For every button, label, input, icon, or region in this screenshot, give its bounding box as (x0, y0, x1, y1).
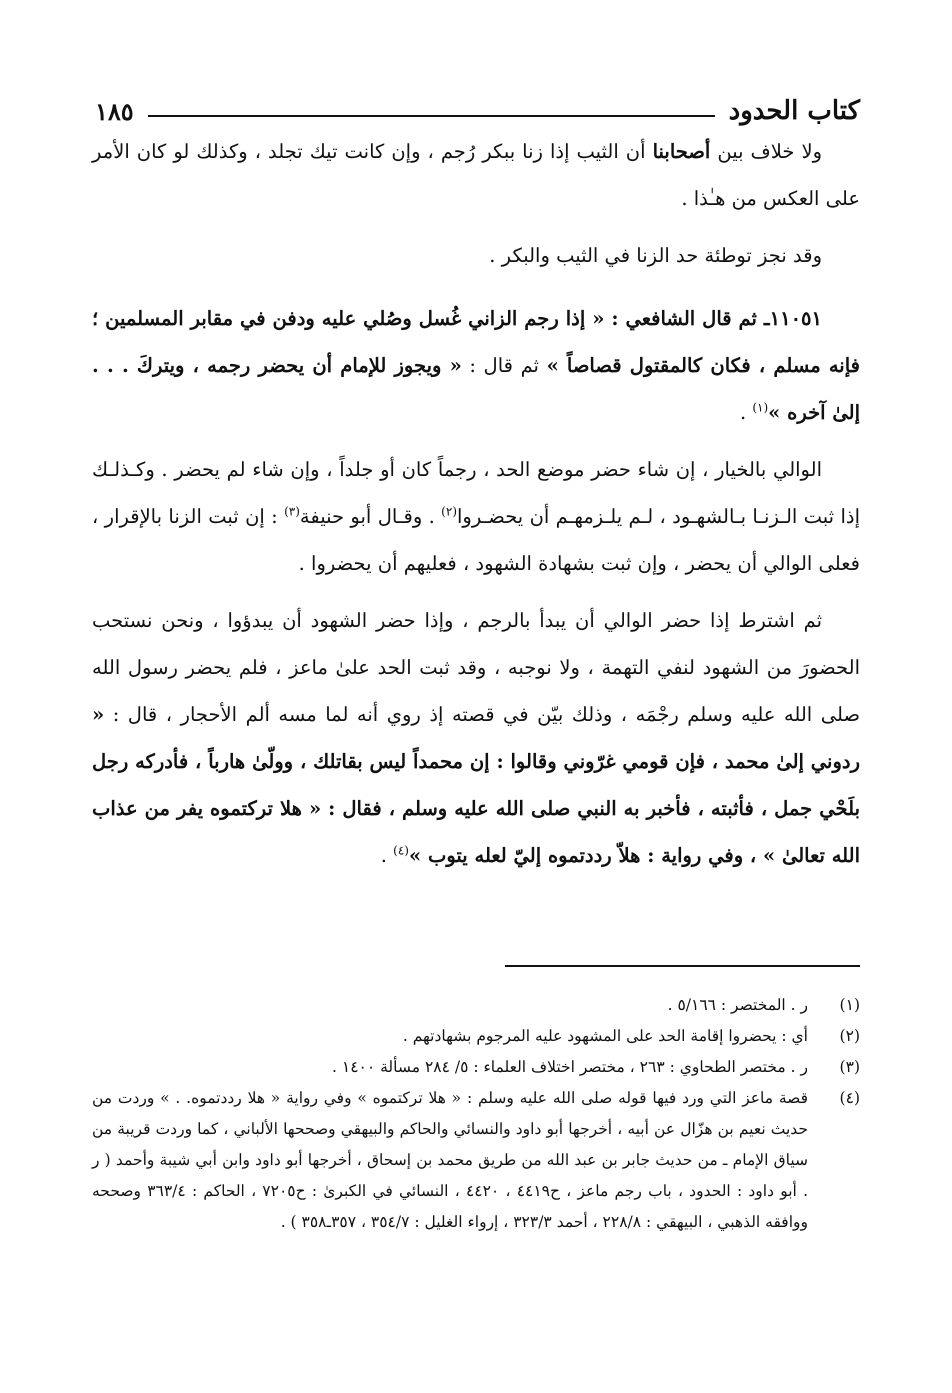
footnote-2 (92, 1021, 860, 1052)
footnotes (92, 990, 860, 1238)
footnote-number: (١) (839, 996, 860, 1014)
paragraph: الوالي بالخيار ، إن شاء حضر موضع الحد ، رجماً كان أو جلداً ، وإن شاء لم يحضر . وكـذلـك إذا ثبت الـزنـا بـالشهـود ، لـم يلـزمهـم أن يحضـروا$^{(٢)}$ . وقـال أبو حنيفة$^{(٣)}$ : إن ثبت الزنا بالإقرار ، فعلى الوالي أن يحضر ، وإن ثبت بشهادة الشهود ، فعليهم أن يحضروا . (92, 458, 860, 575)
footnote-text: ر . مختصر الطحاوي : ٢٦٣ ، مختصر اختلاف العلماء : ٥/ ٢٨٤ مسألة ١٤٠٠ . (332, 1058, 808, 1076)
footnote-1 (92, 990, 860, 1021)
footnote-3 (92, 1052, 860, 1083)
paragraph: وقد نجز توطئة حد الزنا في الثيب والبكر . (489, 244, 822, 267)
footnote-text: أي : يحضروا إقامة الحد على المشهود عليه المرجوم بشهادتهم . (402, 1027, 808, 1045)
chapter-title: كتاب الحدود (728, 96, 860, 126)
footnote-number: (٣) (839, 1058, 860, 1076)
header-rule (148, 115, 715, 117)
paragraph: ولا خلاف بين أصحابنا أن الثيب إذا زنا ببكر رُجم ، وإن كانت تيك تجلد ، وكذلك لو كان الأمر على العكس من هـٰذا . (92, 140, 860, 210)
main-text (92, 128, 860, 889)
footnote-number: (٤) (839, 1089, 860, 1107)
page-header (95, 80, 860, 124)
paragraph-shafii-quote: ١١٠٥١ـ ثم قال الشافعي : « إذا رجم الزاني غُسل وصُلي عليه ودفن في مقابر المسلمين ؛ فإنه مسلم ، فكان كالمقتول قصاصاً » ثم قال : « ويجوز للإمام أن يحضر رجمه ، ويتركَ . . . إلىٰ آخره »$^{(١)}$ . (92, 307, 860, 424)
paragraph: ثم اشترط إذا حضر الوالي أن يبدأ بالرجم ، وإذا حضر الشهود أن يبدؤوا ، ونحن نستحب الحضورَ من الشهود لنفي التهمة ، ولا نوجبه ، وقد ثبت الحد علىٰ ماعز ، فلم يحضر رسول الله صلى الله عليه وسلم رجْمَه ، وذلك بيّن في قصته إذ روي أنه لما مسه ألم الأحجار ، قال : « ردوني إلىٰ محمد ، فإن قومي غرّوني وقالوا : إن محمداً ليس بقاتلك ، وولّىٰ هارباً ، فأدركه رجل بلَحْي جمل ، فأثبته ، فأخبر به النبي صلى الله عليه وسلم ، فقال : « هلا تركتموه يفر من عذاب الله تعالىٰ » ، وفي رواية : هلاّ رددتموه إليّ لعله يتوب »$^{(٤)}$ . (92, 609, 860, 867)
footnote-text: قصة ماعز التي ورد فيها قوله صلى الله عليه وسلم : « هلا تركتموه » وفي رواية « هلا رددتموه. . » وردت من حديث نعيم بن هزّال عن أبيه ، أخرجها أبو داود والنسائي والحاكم والبيهقي وصححها الألباني ، كما وردت قريبة من سياق الإمام ـ من حديث جابر بن عبد الله من طريق محمد بن إسحاق ، أخرجها أبو داود وابن أبي شيبة وأحمد ( ر . أبو داود : الحدود ، باب رجم ماعز ، ح٤٤١٩ ، ٤٤٢٠ ، النسائي في الكبرىٰ : ح٧٢٠٥ ، الحاكم : ٣٦٣/٤ وصححه ووافقه الذهبي ، البيهقي : ٢٢٨/٨ ، أحمد ٣٢٣/٣ ، إرواء الغليل : ٣٥٤/٧ ، ٣٥٧ـ٣٥٨ ) . (92, 1089, 808, 1231)
footnote-separator (505, 965, 860, 967)
page-number: ١٨٥ (95, 97, 134, 126)
footnote-number: (٢) (839, 1027, 860, 1045)
footnote-4 (92, 1083, 860, 1238)
footnote-text: ر . المختصر : ٥/١٦٦ . (667, 996, 808, 1014)
